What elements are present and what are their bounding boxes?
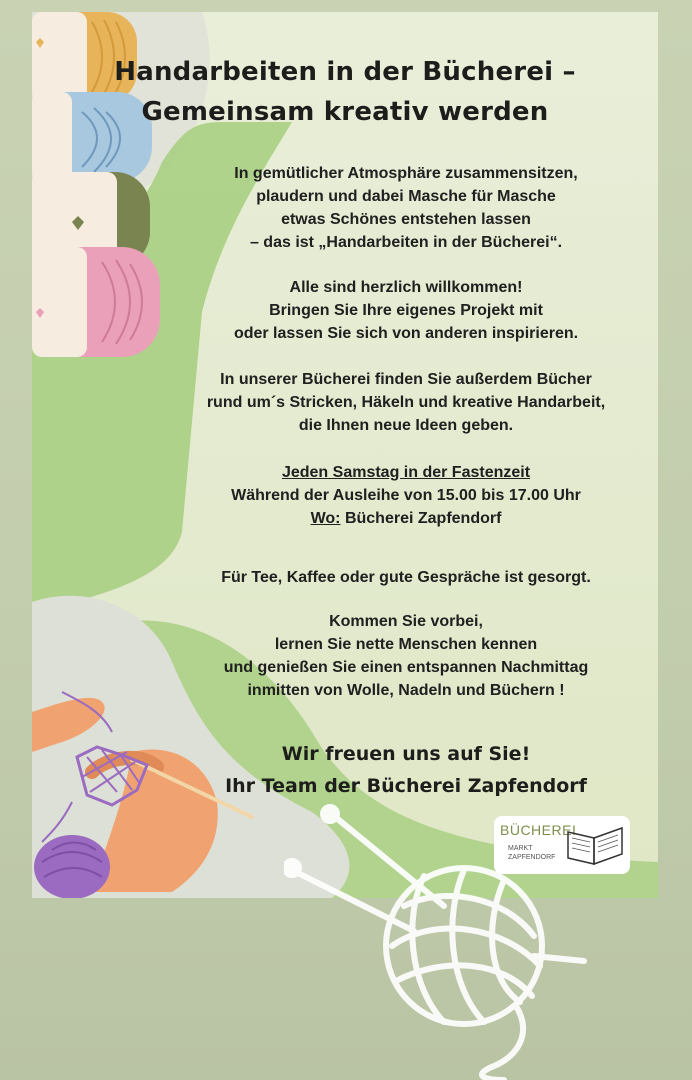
where-label: Wo:: [310, 510, 341, 527]
intro-line: – das ist „Handarbeiten in der Bücherei“.: [249, 234, 563, 251]
invite-line: lernen Sie nette Menschen kennen: [274, 636, 538, 653]
welcome-line: Alle sind herzlich willkommen!: [289, 279, 523, 296]
welcome-line: Bringen Sie Ihre eigenes Projekt mit: [269, 302, 543, 319]
logo-name: BÜCHEREI: [500, 822, 577, 838]
welcome-line: oder lassen Sie sich von anderen inspirieren.: [233, 325, 579, 342]
title-line-2: Gemeinsam kreativ werden: [141, 97, 549, 127]
books-paragraph: [162, 368, 650, 437]
intro-line: plaudern und dabei Masche für Masche: [256, 188, 556, 205]
schedule-when: Jeden Samstag in der Fastenzeit: [281, 464, 531, 481]
logo-sub-1: MARKT: [508, 845, 533, 852]
books-line: rund um´s Stricken, Häkeln und kreative Handarbeit,: [206, 394, 606, 411]
intro-paragraph: [162, 162, 650, 254]
schedule-time: Während der Ausleihe von 15.00 bis 17.00 Uhr: [231, 487, 581, 504]
welcome-paragraph: [162, 276, 650, 345]
books-line: die Ihnen neue Ideen geben.: [298, 417, 514, 434]
title-line-1: Handarbeiten in der Bücherei –: [114, 57, 576, 87]
intro-line: In gemütlicher Atmosphäre zusammensitzen,: [234, 165, 578, 182]
books-line: In unserer Bücherei finden Sie außerdem Bücher: [220, 371, 592, 388]
invite-paragraph: [162, 610, 650, 702]
yarn-ball-with-needles-icon: [284, 796, 614, 1080]
yarn-skein-pink: [32, 247, 160, 357]
poster-title: [32, 52, 658, 132]
schedule-block: [162, 461, 650, 530]
invite-line: Kommen Sie vorbei,: [329, 613, 483, 630]
closing-greeting: [162, 738, 650, 802]
invite-line: inmitten von Wolle, Nadeln und Büchern !: [247, 682, 565, 699]
closing-line-2: Ihr Team der Bücherei Zapfendorf: [225, 775, 587, 797]
closing-line-1: Wir freuen uns auf Sie!: [281, 743, 531, 765]
tea-line: [162, 566, 650, 589]
where-value: Bücherei Zapfendorf: [344, 510, 502, 527]
logo-sub-2: ZAPFENDORF: [508, 854, 556, 861]
tea-text: Für Tee, Kaffee oder gute Gespräche ist gesorgt.: [221, 569, 591, 586]
schedule-where: [162, 507, 650, 530]
invite-line: und genießen Sie einen entspannen Nachmittag: [223, 659, 589, 676]
intro-line: etwas Schönes entstehen lassen: [281, 211, 531, 228]
event-poster: [32, 12, 658, 898]
